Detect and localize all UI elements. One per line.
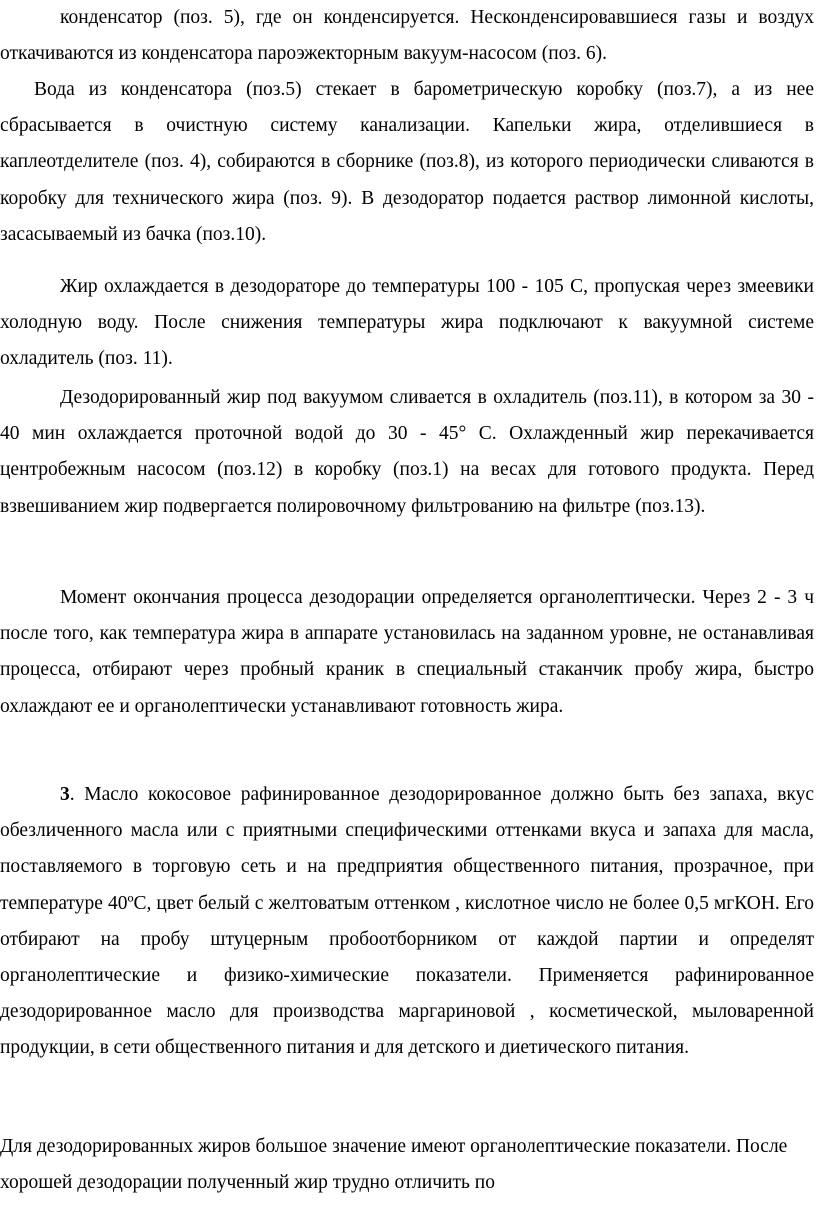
paragraph-condenser: конденсатор (поз. 5), где он конденсируется. Несконденсировавшиеся газы и воздух откачиваются из конденсатора пароэжекторным вакуум-насосом (поз. 6). — [0, 7, 814, 65]
paragraph-cooling: Жир охлаждается в дезодораторе до температуры 100 - 105 С, пропуская через змеевики холодную воду. После снижения температуры жира подключают к вакуумной системе охладитель (поз. 11). — [0, 276, 814, 370]
paragraph-organoleptic: Для дезодорированных жиров большое значение имеют органолептические показатели. После хорошей дезодорации полученный жир трудно отличить по — [0, 1136, 788, 1194]
paragraph-process-end: Момент окончания процесса дезодорации определяется органолептически. Через 2 - 3 ч после того, как температура жира в аппарате установилась на заданном уровне, не останавливая процесса, отбирают через пробный краник в специальный стаканчик пробу жира, быстро охлаждают ее и органолептически устанавливают готовность жира. — [0, 587, 814, 717]
paragraph-coconut-oil — [0, 777, 814, 1067]
paragraph-deodorized-fat: Дезодорированный жир под вакуумом сливается в охладитель (поз.11), в котором за 30 - 40 мин охлаждается проточной водой до 30 - 45° С. Охлажденный жир перекачивается центробежным насосом (поз.12) в коробку (поз.1) на весах для готового продукта. Перед взвешиванием жир подвергается полировочному фильтрованию на фильтре (поз.13). — [0, 387, 814, 517]
paragraph-water-drain: Вода из конденсатора (поз.5) стекает в барометрическую коробку (поз.7), а из нее сбрасывается в очистную систему канализации. Капельки жира, отделившиеся в каплеотделителе (поз. 4), собираются в сборнике (поз.8), из которого периодически сливаются в коробку для технического жира (поз. 9). В дезодоратор подается раствор лимонной кислоты, засасываемый из бачка (поз.10). — [0, 79, 814, 245]
paragraph-number: 3 — [60, 784, 70, 805]
paragraph-coconut-oil-text: . Масло кокосовое рафинированное дезодорированное должно быть без запаха, вкус обезличенного масла или с приятными специфическими оттенками вкуса и запаха для масла, поставляемого в торговую сеть и на предприятия общественного питания, прозрачное, при температуре 40ºС, цвет белый с желтоватым оттенком , кислотное число не более 0,5 мгКОН. Его отбирают на пробу штуцерным пробоотборником от каждой партии и определят органолептические и физико-химические показатели. Применяется рафинированное дезодорированное масло для производства маргариновой , косметической, мыловаренной продукции, в сети общественного питания и для детского и диетического питания. — [0, 784, 814, 1059]
